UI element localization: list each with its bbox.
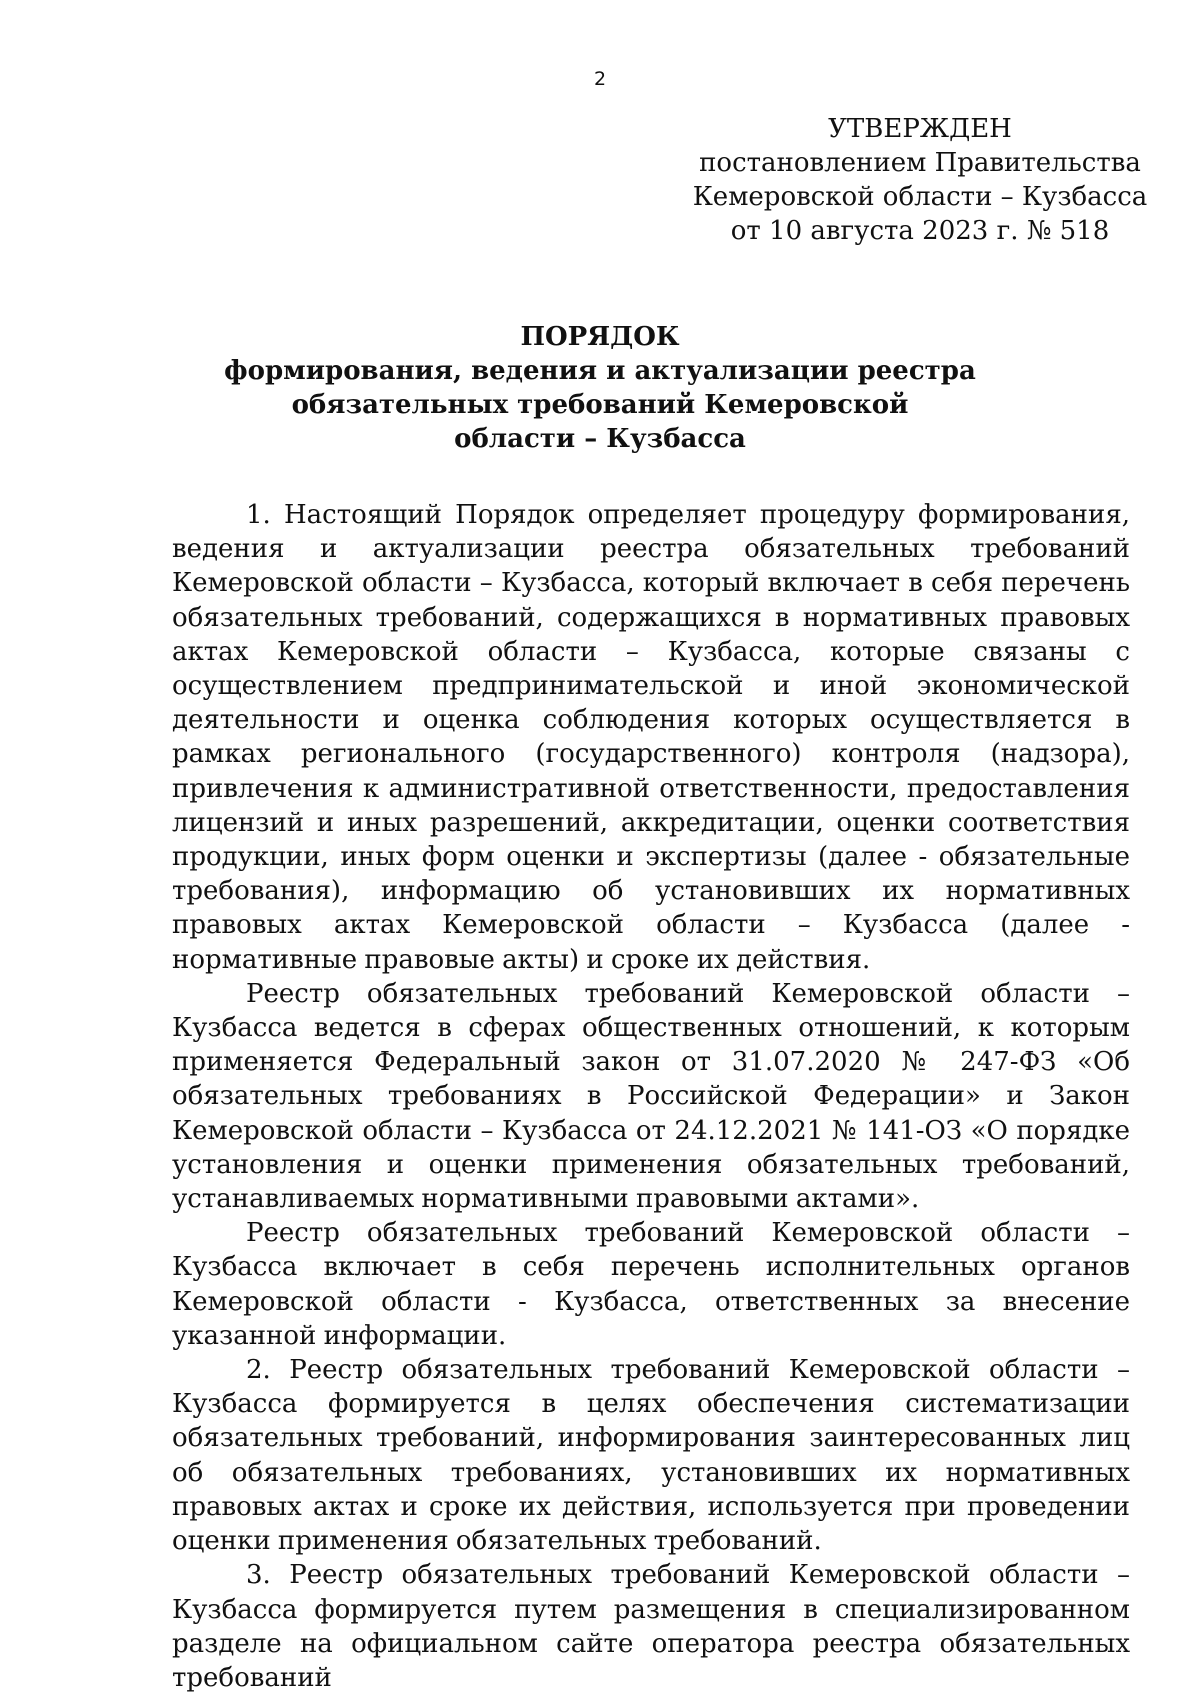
title-line-4: области – Кузбасса [454, 424, 746, 454]
paragraph-4: 2. Реестр обязательных требований Кемеровской области – Кузбасса формируется в целях обеспечения систематизации обязательных требований, информирования заинтересованных лиц об обязательных требованиях, установивших их нормативных правовых актах и сроке их действия, используется при проведении оценки применения обязательных требований. [172, 1355, 1130, 1557]
approval-line-4: от 10 августа 2023 г. № 518 [730, 216, 1110, 246]
approval-line-2: постановлением Правительства [699, 148, 1141, 178]
paragraph-1: 1. Настоящий Порядок определяет процедуру формирования, ведения и актуализации реестра обязательных требований Кемеровской области – Кузбасса, который включает в себя перечень обязательных требований, содержащихся в нормативных правовых актах Кемеровской области – Кузбасса, которые связаны с осуществлением предпринимательской и иной экономической деятельности и оценка соблюдения которых осуществляется в рамках регионального (государственного) контроля (надзора), привлечения к административной ответственности, предоставления лицензий и иных разрешений, аккредитации, оценки соответствия продукции, иных форм оценки и экспертизы (далее - обязательные требования), информацию об установивших их нормативных правовых актах Кемеровской области – Кузбасса (далее - нормативные правовые акты) и сроке их действия. [172, 500, 1130, 975]
document-title [150, 320, 1050, 456]
approval-stamp [690, 112, 1150, 248]
paragraph-5: 3. Реестр обязательных требований Кемеровской области – Кузбасса формируется путем размещения в специализированном разделе на официальном сайте оператора реестра обязательных требований [172, 1560, 1130, 1693]
page-number: 2 [593, 68, 607, 90]
paragraph-2: Реестр обязательных требований Кемеровской области – Кузбасса ведется в сферах общественных отношений, к которым применяется Федеральный закон от 31.07.2020 № 247-ФЗ «Об обязательных требованиях в Российской Федерации» и Закон Кемеровской области – Кузбасса от 24.12.2021 № 141-ОЗ «О порядке установления и оценки применения обязательных требований, устанавливаемых нормативными правовыми актами». [172, 978, 1130, 1215]
title-line-2: формирования, ведения и актуализации реестра [224, 356, 976, 386]
paragraph-3: Реестр обязательных требований Кемеровской области – Кузбасса включает в себя перечень исполнительных органов Кемеровской области - Кузбасса, ответственных за внесение указанной информации. [172, 1218, 1130, 1351]
approval-line-1: УТВЕРЖДЕН [828, 114, 1012, 144]
title-line-3: обязательных требований Кемеровской [291, 390, 909, 420]
approval-line-3: Кемеровской области – Кузбасса [692, 182, 1148, 212]
title-line-1: ПОРЯДОК [520, 322, 680, 352]
document-body [172, 498, 1130, 1695]
